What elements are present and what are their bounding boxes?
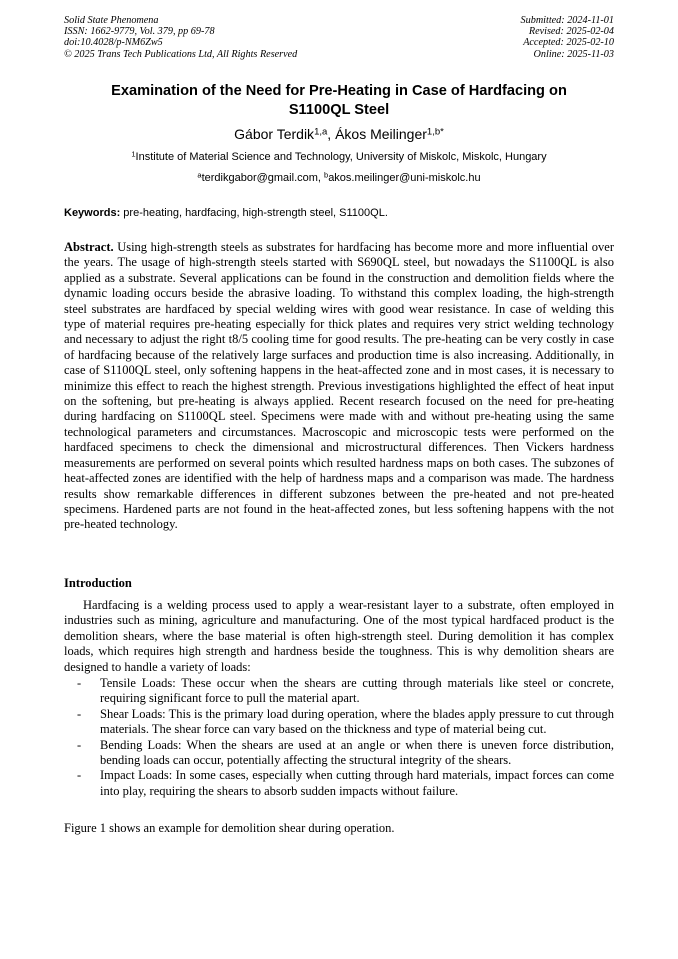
copyright: © 2025 Trans Tech Publications Ltd, All Rights Reserved [64,48,298,60]
title-line-1: Examination of the Need for Pre-Heating in Case of Hardfacing on [111,83,567,99]
keywords-text: pre-heating, hardfacing, high-strength steel, S1100QL. [120,207,388,219]
list-item-text: Impact Loads: In some cases, especially when cutting through hard materials, impact forces can come into play, requiring the shears to absorb sudden impacts without failure. [100,768,614,798]
load-types-list [64,676,614,799]
paper-title [64,82,614,120]
email-a[interactable]: terdikgabor@gmail.com [201,172,318,184]
email-a-sup: a [197,170,202,180]
affiliation [64,150,614,164]
issn-volume: ISSN: 1662-9779, Vol. 379, pp 69-78 [64,26,215,38]
list-item [64,768,614,799]
abstract-label: Abstract. [64,240,114,254]
keywords [64,206,614,220]
email-b-sup: b [324,170,329,180]
bullet-dash: - [77,706,82,721]
keywords-label: Keywords: [64,207,121,219]
bullet-dash: - [77,768,82,783]
affiliation-text: Institute of Material Science and Technology, University of Miskolc, Miskolc, Hungary [135,151,547,163]
abstract-text: Using high-strength steels as substrates for hardfacing has become more and more influential over the years. The usage of high-strength steels started with S690QL steel, but nowadays the S1100QL is also applied as a substrate. Several applications can be found in the construction and demolition fields where the dynamic loading occurs beside the abrasive loading. To withstand this complex loading, the high-strength steel substrates are hardfaced by special welding wires with good wear resistance. In case of welding this type of material requires pre-heating especially for thick plates and requires very strict welding technology and necessary to adjust the right t8/5 cooling time for good results. The pre-heating can be very costly in case of hardfacing because of the relatively large surfaces and production time is also increasing. Additionally, in case of S1100QL steel, only softening happens in the heat-affected zone and in most cases, it is necessary to minimize this effect to reach the highest strength. Previous investigations highlighted the effect of heat input on the softening, but pre-heating is always applied. Recent research focused on the need for pre-heating during hardfacing on S1100QL steel. Specimens were made with and without pre-heating using the same technological parameters and circumstances. Macroscopic and microscopic tests were performed on the hardfaced specimens to check the dimensional and microstructural differences. Then Vickers hardness measurements are performed on several points which resulted hardness maps on both cases. The subzones of heat-affected zones are identified with the help of hardness maps and a comparison was made. The hardness results show remarkable differences in different subzones between the pre-heated and not pre-heated specimens. Hardened parts are not found in the heat-affected zones, but less softening happens with the not pre-heated technology. [64,240,614,532]
introduction-heading: Introduction [64,576,132,590]
list-item-text: Bending Loads: When the shears are used at an angle or when there is uneven force distribution, bending loads can occur, potentially affecting the structural integrity of the shears. [100,737,614,768]
emails [64,171,614,185]
abstract [64,240,614,533]
author-2: Ákos Meilinger [335,126,427,142]
author-1: Gábor Terdik [234,126,315,142]
submitted-date: Submitted: 2024-11-01 [520,15,614,26]
doi[interactable]: doi:10.4028/p-NM6Zw5 [64,37,163,49]
journal-name: Solid State Phenomena [64,15,159,26]
introduction-paragraph: Hardfacing is a welding process used to apply a wear-resistant layer to a substrate, often employed in industries such as mining, agriculture and manufacturing. One of the most typical hardfaced product is the demolition shears, where the base material is often high-strength steel. During demolition it has complex loads, which requires high strength and hardness beside the toughness. This is why demolition shears are designed to handle a variety of loads: [64,598,614,674]
email-b[interactable]: akos.meilinger@uni-miskolc.hu [328,172,481,184]
list-item-text: Shear Loads: This is the primary load during operation, where the blades apply pressure to cut through materials. The shear force can vary based on the thickness and type of material being cut. [100,706,614,737]
affiliation-sup: 1 [131,149,136,159]
accepted-date: Accepted: 2025-02-10 [523,37,614,49]
list-item [64,676,614,707]
revised-date: Revised: 2025-02-04 [528,26,614,38]
author-2-affil-sup: 1,b* [426,126,444,138]
email-separator: , [317,172,325,184]
author-1-affil-sup: 1,a [314,126,328,138]
bullet-dash: - [77,676,82,690]
figure-reference: Figure 1 shows an example for demolition shear during operation. [64,821,395,835]
header-left [64,15,297,60]
authors [64,125,614,143]
title-line-2: S1100QL Steel [288,102,390,118]
list-item [64,707,614,738]
list-item-text: Tensile Loads: These occur when the shears are cutting through materials like steel or concrete, requiring significant force to pull the material apart. [100,676,614,706]
author-separator: , [327,126,336,142]
online-date: Online: 2025-11-03 [533,48,614,60]
bullet-dash: - [77,737,82,752]
list-item [64,738,614,769]
header-right [521,15,614,60]
